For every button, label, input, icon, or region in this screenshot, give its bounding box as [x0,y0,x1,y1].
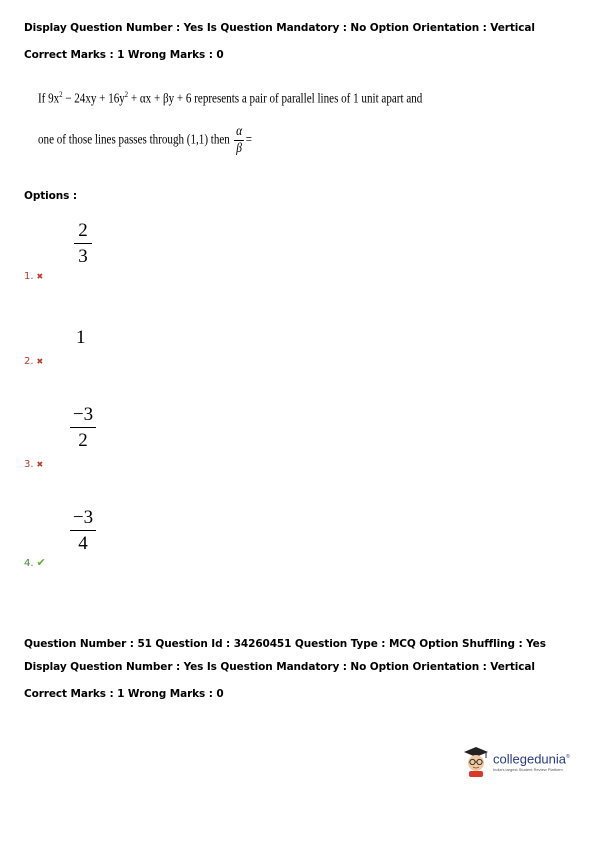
logo-wordmark: collegedunia [493,751,567,767]
options-label: Options : [24,190,77,202]
option-3-label[interactable]: 3. ✖ [24,459,44,470]
wrong-mark-icon: ✖ [36,357,44,366]
wrong-mark-icon: ✖ [36,460,44,469]
question-line-1: If $9x^2 - 24xy + 16y^2 + \alpha x + \beta y + 6$ represents a pair of parallel lines of 1 unit apart and [38,90,423,106]
option-1-label[interactable]: 1. ✖ [24,271,44,282]
logo-trademark: ® [566,753,570,760]
check-mark-icon: ✔ [36,556,46,569]
alpha-over-beta: $\frac{\alpha}{\beta}$ [236,124,243,156]
option-2-label[interactable]: 2. ✖ [24,356,44,367]
footer-question-line: Question Number : 51 Question Id : 34260451 Question Type : MCQ Option Shuffling : Yes [24,638,546,650]
graduate-mascot-icon [462,744,490,778]
option-3-value: −3 2 [70,404,96,452]
footer-marks-line: Correct Marks : 1 Wrong Marks : 0 [24,688,224,700]
meta-marks-line: Correct Marks : 1 Wrong Marks : 0 [24,49,224,61]
option-4-value: −3 4 [70,507,96,555]
collegedunia-logo [462,744,570,778]
footer-display-line: Display Question Number : Yes Is Question Mandatory : No Option Orientation : Vertical [24,661,535,673]
meta-display-line: Display Question Number : Yes Is Question Mandatory : No Option Orientation : Vertical [24,22,535,34]
logo-tagline: India's largest Student Review Platform [493,767,563,773]
option-1-value: 2 3 [74,220,92,268]
option-4-label[interactable]: 4. ✔ [24,556,46,569]
option-2-value: 1 [76,327,86,348]
question-line-2: one of those lines passes through (1,1) then $\frac{\alpha}{\beta}$ = [38,124,252,156]
wrong-mark-icon: ✖ [36,272,44,281]
